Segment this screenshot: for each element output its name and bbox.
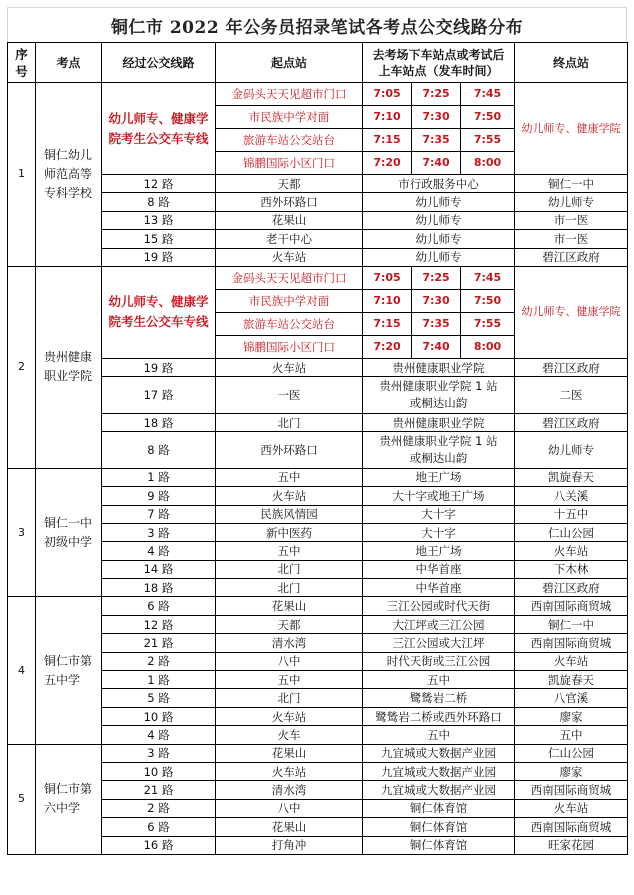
exam-stop: 鹭鸶岩二桥 bbox=[363, 689, 515, 707]
exam-stop-line: 贵州健康职业学院 1 站 bbox=[379, 379, 498, 394]
document-title: 铜仁市 2022 年公务员招录笔试各考点公交线路分布 bbox=[7, 7, 627, 42]
route-row bbox=[8, 468, 628, 486]
end-station: 仁山公园 bbox=[515, 744, 628, 762]
end-station: 碧江区政府 bbox=[515, 579, 628, 597]
shuttle-row bbox=[8, 83, 628, 106]
exam-stop-line: 或桐达山韵 bbox=[409, 396, 468, 411]
end-station: 西南国际商贸城 bbox=[515, 781, 628, 799]
exam-site-line: 五中学 bbox=[44, 672, 81, 687]
exam-stop: 三江公园或时代天街 bbox=[363, 597, 515, 615]
end-station: 市一医 bbox=[515, 211, 628, 229]
route-number: 13 路 bbox=[102, 211, 216, 229]
exam-stop: 铜仁体育馆 bbox=[363, 836, 515, 854]
exam-stop bbox=[363, 432, 515, 469]
shuttle-line-name: 幼儿师专、健康学院考生公交车专线 bbox=[102, 83, 216, 175]
end-station: 火车站 bbox=[515, 799, 628, 817]
exam-site bbox=[36, 468, 102, 597]
route-number: 8 路 bbox=[102, 193, 216, 211]
exam-site-line: 专科学校 bbox=[44, 185, 93, 200]
route-number: 18 路 bbox=[102, 413, 216, 431]
exam-site bbox=[36, 83, 102, 267]
start-station: 北门 bbox=[216, 579, 363, 597]
route-number: 9 路 bbox=[102, 487, 216, 505]
start-station: 北门 bbox=[216, 413, 363, 431]
exam-stop: 鹭鸶岩二桥或西外环路口 bbox=[363, 707, 515, 725]
exam-stop: 九宜城或大数据产业园 bbox=[363, 744, 515, 762]
start-station: 花果山 bbox=[216, 744, 363, 762]
exam-stop: 九宜城或大数据产业园 bbox=[363, 762, 515, 780]
exam-site-line: 初级中学 bbox=[44, 534, 93, 549]
shuttle-stop-name: 市民族中学对面 bbox=[216, 289, 363, 312]
exam-stop: 贵州健康职业学院 bbox=[363, 413, 515, 431]
exam-site-line: 铜仁市第 bbox=[44, 653, 93, 668]
end-station: 十五中 bbox=[515, 505, 628, 523]
exam-site-line: 师范高等 bbox=[44, 166, 93, 181]
departure-time: 7:05 bbox=[363, 266, 412, 289]
departure-time: 7:40 bbox=[412, 335, 461, 358]
exam-stop-line: 贵州健康职业学院 1 站 bbox=[379, 433, 498, 448]
route-number: 19 路 bbox=[102, 358, 216, 376]
exam-site-line: 铜仁一中 bbox=[44, 515, 93, 530]
route-number: 2 路 bbox=[102, 652, 216, 670]
route-number: 2 路 bbox=[102, 799, 216, 817]
exam-stop: 地王广场 bbox=[363, 542, 515, 560]
departure-time: 7:20 bbox=[363, 152, 412, 175]
start-station: 西外环路口 bbox=[216, 432, 363, 469]
start-station: 花果山 bbox=[216, 818, 363, 836]
exam-stop: 三江公园或大江坪 bbox=[363, 634, 515, 652]
exam-site-line: 职业学院 bbox=[44, 369, 93, 384]
exam-site-line: 六中学 bbox=[44, 801, 81, 816]
header-end: 终点站 bbox=[515, 43, 628, 83]
exam-stop: 地王广场 bbox=[363, 468, 515, 486]
end-station: 廖家 bbox=[515, 762, 628, 780]
departure-time: 7:10 bbox=[363, 106, 412, 129]
end-station: 廖家 bbox=[515, 707, 628, 725]
end-station: 碧江区政府 bbox=[515, 358, 628, 376]
bus-route-table bbox=[7, 42, 628, 855]
shuttle-stop-name: 市民族中学对面 bbox=[216, 106, 363, 129]
shuttle-end-station: 幼儿师专、健康学院 bbox=[515, 83, 628, 175]
end-station: 西南国际商贸城 bbox=[515, 818, 628, 836]
end-station: 西南国际商贸城 bbox=[515, 597, 628, 615]
exam-stop-line: 或桐达山韵 bbox=[409, 450, 468, 465]
route-number: 21 路 bbox=[102, 634, 216, 652]
exam-site-line: 铜仁市第 bbox=[44, 782, 93, 797]
section-seq: 4 bbox=[8, 597, 36, 744]
end-station: 八关溪 bbox=[515, 487, 628, 505]
section-seq: 2 bbox=[8, 266, 36, 468]
end-station: 八官溪 bbox=[515, 689, 628, 707]
shuttle-stop-name: 金码头天天见超市门口 bbox=[216, 83, 363, 106]
start-station: 五中 bbox=[216, 671, 363, 689]
shuttle-line-name: 幼儿师专、健康学院考生公交车专线 bbox=[102, 266, 216, 358]
section-seq: 5 bbox=[8, 744, 36, 854]
start-station: 五中 bbox=[216, 542, 363, 560]
exam-stop: 大十字或地王广场 bbox=[363, 487, 515, 505]
end-station: 二医 bbox=[515, 377, 628, 414]
end-station: 幼儿师专 bbox=[515, 432, 628, 469]
start-station: 火车站 bbox=[216, 707, 363, 725]
header-start: 起点站 bbox=[216, 43, 363, 83]
departure-time: 7:35 bbox=[412, 312, 461, 335]
route-number: 6 路 bbox=[102, 597, 216, 615]
start-station: 清水湾 bbox=[216, 781, 363, 799]
departure-time: 7:15 bbox=[363, 312, 412, 335]
exam-stop: 幼儿师专 bbox=[363, 193, 515, 211]
exam-stop: 铜仁体育馆 bbox=[363, 818, 515, 836]
exam-stop: 九宜城或大数据产业园 bbox=[363, 781, 515, 799]
end-station: 铜仁一中 bbox=[515, 175, 628, 193]
shuttle-row bbox=[8, 266, 628, 289]
route-number: 18 路 bbox=[102, 579, 216, 597]
exam-stop bbox=[363, 377, 515, 414]
route-number: 8 路 bbox=[102, 432, 216, 469]
departure-time: 8:00 bbox=[461, 152, 515, 175]
exam-stop: 大十字 bbox=[363, 505, 515, 523]
exam-site-line: 贵州健康 bbox=[44, 350, 93, 365]
route-number: 15 路 bbox=[102, 230, 216, 248]
route-number: 7 路 bbox=[102, 505, 216, 523]
header-site: 考点 bbox=[36, 43, 102, 83]
start-station: 天都 bbox=[216, 615, 363, 633]
route-row bbox=[8, 744, 628, 762]
shuttle-stop-name: 旅游车站公交站台 bbox=[216, 312, 363, 335]
end-station: 凯旋春天 bbox=[515, 671, 628, 689]
end-station: 幼儿师专 bbox=[515, 193, 628, 211]
start-station: 火车 bbox=[216, 726, 363, 744]
exam-stop: 大十字 bbox=[363, 523, 515, 541]
route-row bbox=[8, 597, 628, 615]
start-station: 新中医药 bbox=[216, 523, 363, 541]
exam-stop: 幼儿师专 bbox=[363, 211, 515, 229]
departure-time: 7:20 bbox=[363, 335, 412, 358]
section-seq: 1 bbox=[8, 83, 36, 267]
route-number: 17 路 bbox=[102, 377, 216, 414]
departure-time: 7:15 bbox=[363, 129, 412, 152]
end-station: 市一医 bbox=[515, 230, 628, 248]
exam-site-line: 铜仁幼儿 bbox=[44, 147, 93, 162]
start-station: 老干中心 bbox=[216, 230, 363, 248]
start-station: 西外环路口 bbox=[216, 193, 363, 211]
departure-time: 7:45 bbox=[461, 266, 515, 289]
start-station: 花果山 bbox=[216, 597, 363, 615]
start-station: 八中 bbox=[216, 799, 363, 817]
start-station: 五中 bbox=[216, 468, 363, 486]
exam-site bbox=[36, 597, 102, 744]
exam-stop: 中华首座 bbox=[363, 560, 515, 578]
end-station: 火车站 bbox=[515, 652, 628, 670]
departure-time: 7:25 bbox=[412, 266, 461, 289]
departure-time: 7:30 bbox=[412, 106, 461, 129]
exam-stop: 市行政服务中心 bbox=[363, 175, 515, 193]
route-number: 4 路 bbox=[102, 726, 216, 744]
end-station: 铜仁一中 bbox=[515, 615, 628, 633]
end-station: 凯旋春天 bbox=[515, 468, 628, 486]
start-station: 北门 bbox=[216, 689, 363, 707]
route-number: 16 路 bbox=[102, 836, 216, 854]
route-number: 4 路 bbox=[102, 542, 216, 560]
exam-stop: 贵州健康职业学院 bbox=[363, 358, 515, 376]
route-number: 1 路 bbox=[102, 468, 216, 486]
departure-time: 8:00 bbox=[461, 335, 515, 358]
section-seq: 3 bbox=[8, 468, 36, 597]
end-station: 旺家花园 bbox=[515, 836, 628, 854]
route-number: 5 路 bbox=[102, 689, 216, 707]
exam-stop: 幼儿师专 bbox=[363, 230, 515, 248]
route-number: 10 路 bbox=[102, 762, 216, 780]
header-row bbox=[8, 43, 628, 83]
start-station: 打角冲 bbox=[216, 836, 363, 854]
start-station: 民族风情园 bbox=[216, 505, 363, 523]
route-number: 3 路 bbox=[102, 744, 216, 762]
departure-time: 7:10 bbox=[363, 289, 412, 312]
end-station: 碧江区政府 bbox=[515, 413, 628, 431]
departure-time: 7:55 bbox=[461, 312, 515, 335]
end-station: 西南国际商贸城 bbox=[515, 634, 628, 652]
exam-stop: 时代天街或三江公园 bbox=[363, 652, 515, 670]
end-station: 碧江区政府 bbox=[515, 248, 628, 266]
shuttle-stop-name: 金码头天天见超市门口 bbox=[216, 266, 363, 289]
shuttle-stop-name: 锦鹏国际小区门口 bbox=[216, 152, 363, 175]
start-station: 火车站 bbox=[216, 358, 363, 376]
route-number: 6 路 bbox=[102, 818, 216, 836]
start-station: 花果山 bbox=[216, 211, 363, 229]
shuttle-end-station: 幼儿师专、健康学院 bbox=[515, 266, 628, 358]
shuttle-stop-name: 锦鹏国际小区门口 bbox=[216, 335, 363, 358]
end-station: 火车站 bbox=[515, 542, 628, 560]
header-seq: 序号 bbox=[8, 43, 36, 83]
route-number: 12 路 bbox=[102, 615, 216, 633]
shuttle-stop-name: 旅游车站公交站台 bbox=[216, 129, 363, 152]
start-station: 火车站 bbox=[216, 248, 363, 266]
header-stop: 去考场下车站点或考试后上车站点（发车时间） bbox=[363, 43, 515, 83]
end-station: 五中 bbox=[515, 726, 628, 744]
exam-stop: 五中 bbox=[363, 671, 515, 689]
start-station: 火车站 bbox=[216, 487, 363, 505]
exam-site bbox=[36, 744, 102, 854]
end-station: 仁山公园 bbox=[515, 523, 628, 541]
departure-time: 7:45 bbox=[461, 83, 515, 106]
exam-stop: 五中 bbox=[363, 726, 515, 744]
exam-site bbox=[36, 266, 102, 468]
route-number: 12 路 bbox=[102, 175, 216, 193]
end-station: 下木林 bbox=[515, 560, 628, 578]
table-body bbox=[8, 83, 628, 855]
departure-time: 7:05 bbox=[363, 83, 412, 106]
exam-stop: 大江坪或三江公园 bbox=[363, 615, 515, 633]
start-station: 八中 bbox=[216, 652, 363, 670]
exam-stop: 中华首座 bbox=[363, 579, 515, 597]
exam-stop: 幼儿师专 bbox=[363, 248, 515, 266]
exam-stop: 铜仁体育馆 bbox=[363, 799, 515, 817]
route-number: 10 路 bbox=[102, 707, 216, 725]
route-number: 14 路 bbox=[102, 560, 216, 578]
header-route: 经过公交线路 bbox=[102, 43, 216, 83]
departure-time: 7:25 bbox=[412, 83, 461, 106]
route-number: 1 路 bbox=[102, 671, 216, 689]
start-station: 北门 bbox=[216, 560, 363, 578]
bus-route-document bbox=[7, 7, 627, 855]
route-number: 19 路 bbox=[102, 248, 216, 266]
departure-time: 7:40 bbox=[412, 152, 461, 175]
departure-time: 7:30 bbox=[412, 289, 461, 312]
start-station: 天都 bbox=[216, 175, 363, 193]
start-station: 火车站 bbox=[216, 762, 363, 780]
route-number: 21 路 bbox=[102, 781, 216, 799]
start-station: 清水湾 bbox=[216, 634, 363, 652]
departure-time: 7:50 bbox=[461, 289, 515, 312]
departure-time: 7:55 bbox=[461, 129, 515, 152]
route-number: 3 路 bbox=[102, 523, 216, 541]
start-station: 一医 bbox=[216, 377, 363, 414]
departure-time: 7:35 bbox=[412, 129, 461, 152]
departure-time: 7:50 bbox=[461, 106, 515, 129]
